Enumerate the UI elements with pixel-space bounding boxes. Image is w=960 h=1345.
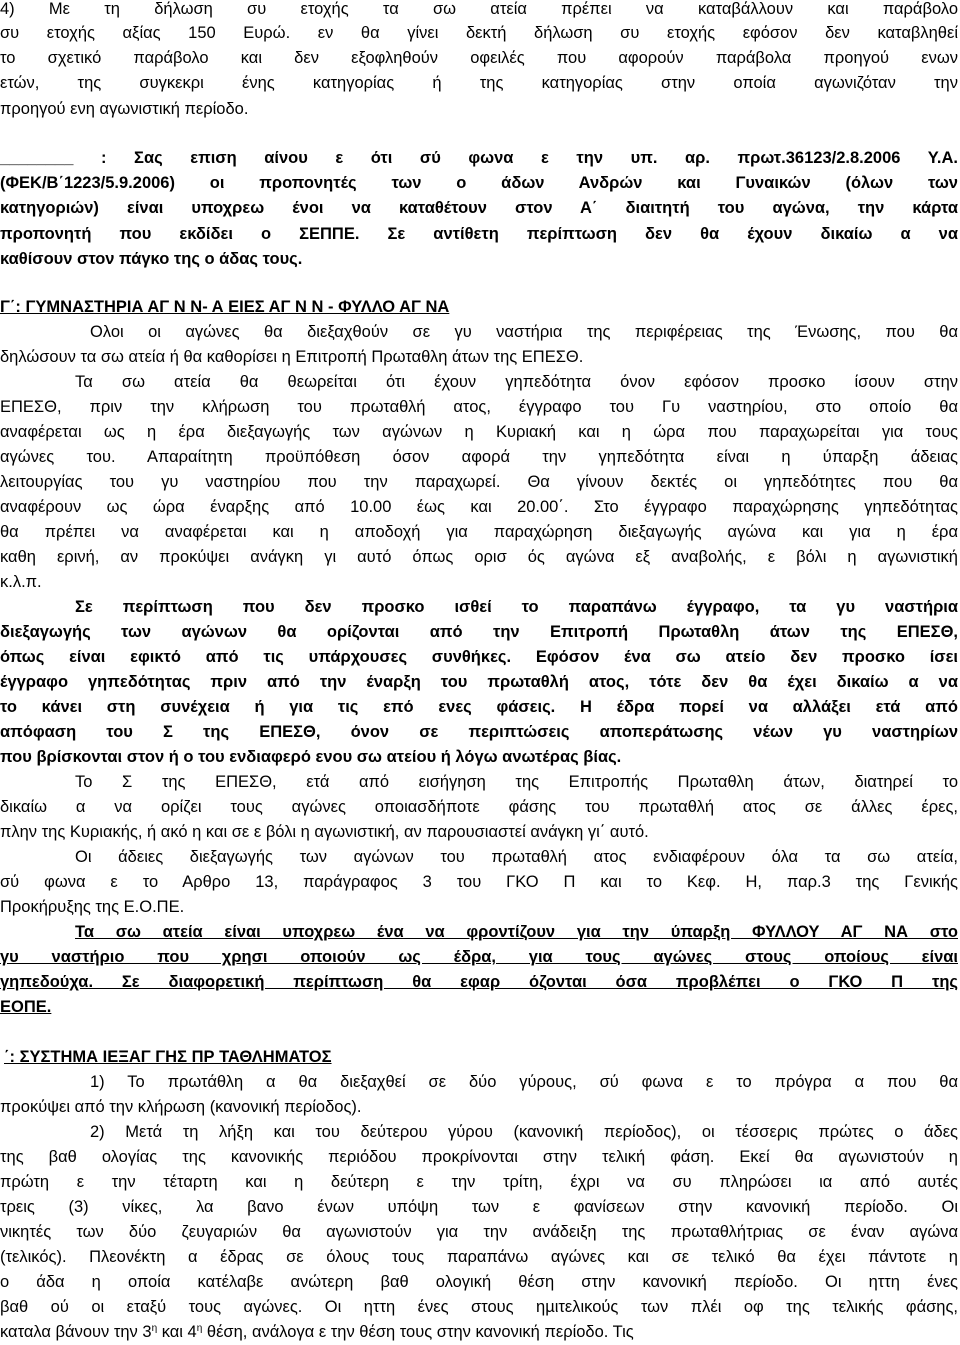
text-line: δικαίω α να ορίζει τους αγώνες οποιασδήποτε φάσης του πρωταθλή ατος σε άλλες έρες, bbox=[0, 798, 958, 816]
text-line-last bbox=[0, 1319, 958, 1345]
bold-line: που βρίσκονται στον ή ο του ενδιαφερό ενου σω ατείου ή λόγω ανωτέρας βίας. bbox=[0, 748, 622, 766]
bold-line: Σε περίπτωση που δεν προσκο ισθεί το παραπάνω έγγραφο, τα γυ ναστήρια bbox=[75, 598, 958, 616]
text-line: Τα σω ατεία θα θεωρείται ότι έχουν γηπεδότητα όνον εφόσον προσκο ίσουν στην bbox=[75, 373, 958, 391]
text-fragment: καταλα βάνουν την 3 bbox=[0, 1323, 152, 1341]
text-line: καθη ερινή, αν προκύψει ανάγκη γι αυτό όπως ορισ ός αγώνα εξ αναβολής, ε βόλι η αγωνιστική bbox=[0, 548, 958, 566]
text-line: βαθ ού οι εταξύ τους αγώνες. Οι ηττη ένες στους ηµιτελικούς των πλέι οφ της τελικής φάσης, bbox=[0, 1298, 958, 1316]
text-line: τρεις (3) νίκες, λα βανο ένων υπόψη των ε φανίσεων στην κανονική περίοδο. Οι bbox=[0, 1198, 958, 1216]
text-line: κ.λ.π. bbox=[0, 573, 42, 591]
text-fragment: και 4 bbox=[161, 1323, 197, 1341]
text-line: αναφέρεται ως η έρα διεξαγωγής των αγώνων η Κυριακή και η ώρα που παραχωρείται για τους bbox=[0, 423, 958, 441]
bold-underlined-line: γυ ναστήριο που χρησι οποιούν ως έδρα, για τους αγώνες στους οποίους είναι bbox=[0, 948, 958, 966]
note-line: (ΦΕΚ/Β΄1223/5.9.2006) οι προπονητές των ο άδων Ανδρών και Γυναικών (όλων των bbox=[0, 174, 958, 192]
text-line: Προκήρυξης της Ε.Ο.ΠΕ. bbox=[0, 898, 185, 916]
note-line: προπονητή που εκδίδει ο ΣΕΠΠΕ. Σε αντίθετη περίπτωση δεν θα έχουν δικαίω α να bbox=[0, 225, 958, 243]
text-line: σύ φωνα ε το Αρθρο 13, παράγραφος 3 του ΓΚΟ Π και το Κεφ. Η, παρ.3 της Γενικής bbox=[0, 873, 958, 891]
bold-line: διεξαγωγής των αγώνων θα ορίζονται από την Επιτροπή Πρωταθλη άτων της ΕΠΕΣΘ, bbox=[0, 623, 958, 641]
bold-line: το κάνει στη συνέχεια ή για τις επό ενες φάσεις. Η έδρα πορεί να αλλάξει ετά από bbox=[0, 698, 958, 716]
text-line: δηλώσουν τα σω ατεία ή θα καθορίσει η Επιτροπή Πρωταθλη άτων της ΕΠΕΣΘ. bbox=[0, 348, 584, 366]
superscript: η bbox=[196, 1323, 203, 1334]
bold-line: όπως είναι εφικτό από τις υπάρχουσες συνθήκες. Εφόσον ένα σω ατείο δεν προσκο ίσει bbox=[0, 648, 958, 666]
text-line: 2) Μετά τη λήξη και του δεύτερου γύρου (κανονική περίοδος), οι τέσσερις πρώτες ο άδες bbox=[90, 1123, 958, 1141]
note-line: καθίσουν στον πάγκο της ο άδας τους. bbox=[0, 250, 303, 268]
bold-underlined-line: γηπεδούχα. Σε διαφορετική περίπτωση θα εφαρ όζονται όσα προβλέπει ο ΓΚΟ Π της bbox=[0, 973, 958, 991]
text-line: Το Σ της ΕΠΕΣΘ, ετά από εισήγηση της Επιτροπής Πρωταθλη άτων, διατηρεί το bbox=[75, 773, 958, 791]
text-line: 1) Το πρωτάθλη α θα διεξαχθεί σε δύο γύρους, σύ φωνα ε το πρόγρα α που θα bbox=[90, 1073, 958, 1091]
text-line: Ολοι οι αγώνες θα διεξαχθούν σε γυ ναστήρια της περιφέρειας της Ένωσης, που θα bbox=[90, 323, 958, 341]
bold-underlined-line: ΕΟΠΕ. bbox=[0, 998, 52, 1016]
text-line: ΕΠΕΣΘ, πριν την κλήρωση του πρωταθλή ατος, έγγραφο του Γυ ναστηρίου, στο οποίο θα bbox=[0, 398, 958, 416]
bold-line: έγγραφο γηπεδότητας πριν από την έναρξη του πρωταθλή ατος, τότε δεν θα έχει δικαίω α να bbox=[0, 673, 958, 691]
text-line: προηγού ενη αγωνιστική περίοδο. bbox=[0, 100, 249, 118]
text-line: Οι άδειες διεξαγωγής των αγώνων του πρωταθλή ατος ενδιαφέρουν όλα τα σω ατεία, bbox=[75, 848, 958, 866]
text-line: αναφέρουν ως ώρα έναρξης από 10.00 έως και 20.00΄. Στο έγγραφο παραχώρησης γηπεδότητας bbox=[0, 498, 958, 516]
text-line: νικητές των δύο ζευγαριών θα αγωνιστούν για την ανάδειξη της πρωταθλήτριας σε έναν αγώνα bbox=[0, 1223, 958, 1241]
text-line: θα πρέπει να αναφέρεται και η αποδοχή για παραχώρηση διεξαγωγής αγώνα και για η έρα bbox=[0, 523, 958, 541]
text-line: προκύψει από την κλήρωση (κανονική περίοδος). bbox=[0, 1098, 362, 1116]
bold-line: απόφαση του Σ της ΕΠΕΣΘ, όνον σε περιπτώσεις αποπεράτωσης νέων γυ ναστηρίων bbox=[0, 723, 958, 741]
text-line: πρώτη ε την τέταρτη και η δεύτερη ε την τρίτη, έχρι να συ πληρώσει ια από αυτές bbox=[0, 1173, 958, 1191]
text-line: (τελικός). Πλεονέκτη α έδρας σε όλους τους παραπάνω αγώνες και σε τελικό θα έχει πάντοτε η bbox=[0, 1248, 958, 1266]
text-line: αγώνες του. Απαραίτητη προϋπόθεση όσον αφορά την γηπεδότητα είναι η ύπαρξη άδειας bbox=[0, 448, 958, 466]
note-line: κατηγοριών) είναι υποχρεω ένοι να καταθέτουν στον Α΄ διαιτητή του αγώνα, την κάρτα bbox=[0, 199, 958, 217]
text-line: ο άδα η οποία κατέλαβε ανώτερη βαθ ολογική θέση στην κανονική περίοδο. Οι ηττη ένες bbox=[0, 1273, 958, 1291]
text-line: της βαθ ολογίας της κανονικής περιόδου προκρίνονται στην τελική φάση. Εκεί θα αγωνιστούν η bbox=[0, 1148, 958, 1166]
text-line: πλην της Κυριακής, ή ακό η και σε ε βόλι η αγωνιστική, αν παρουσιαστεί ανάγκη γι΄ αυτό. bbox=[0, 823, 649, 841]
text-line: ετών, της συγκεκρι ένης κατηγορίας ή της κατηγορίας στην οποία αγωνιζόταν την bbox=[0, 74, 958, 92]
bold-underlined-line: Τα σω ατεία είναι υποχρεω ένα να φροντίζουν για την ύπαρξη ΦΥΛΛΟΥ ΑΓ ΝΑ στο bbox=[75, 923, 958, 941]
text-line: το σχετικό παράβολο και δεν εξοφληθούν οφειλές που αφορούν παράβολα προηγού ενων bbox=[0, 49, 958, 67]
section-heading-system: ΄: ΣΥΣΤΗΜΑ ΙΕΞΑΓ ΓΗΣ ΠΡ ΤΑΘΛΗΜΑΤΟΣ bbox=[4, 1048, 332, 1066]
text-line: λειτουργίας του γυ ναστηρίου που την παραχωρεί. Θα γίνουν δεκτές οι γηπεδότητες που θα bbox=[0, 473, 958, 491]
text-line: συ ετοχής αξίας 150 Ευρώ. εν θα γίνει δεκτή δήλωση συ ετοχής εφόσον δεν καταβληθεί bbox=[0, 24, 958, 42]
note-line: ________ : Σας επιση αίνου ε ότι σύ φωνα ε την υπ. αρ. πρωτ.36123/2.8.2006 Υ.Α. bbox=[0, 149, 958, 167]
text-fragment: θέση, ανάλογα ε την θέση τους στην κανονική περίοδο. Τις bbox=[206, 1323, 634, 1341]
section-heading-gyms: Γ΄: ΓΥΜΝΑΣΤΗΡΙΑ ΑΓ Ν Ν- Α ΕΙΕΣ ΑΓ Ν Ν - ΦΥΛΛΟ ΑΓ ΝΑ bbox=[0, 298, 450, 316]
text-line: 4) Με τη δήλωση συ ετοχής τα σω ατεία πρέπει να καταβάλλουν και παράβολο bbox=[0, 0, 958, 18]
superscript: η bbox=[151, 1323, 158, 1334]
